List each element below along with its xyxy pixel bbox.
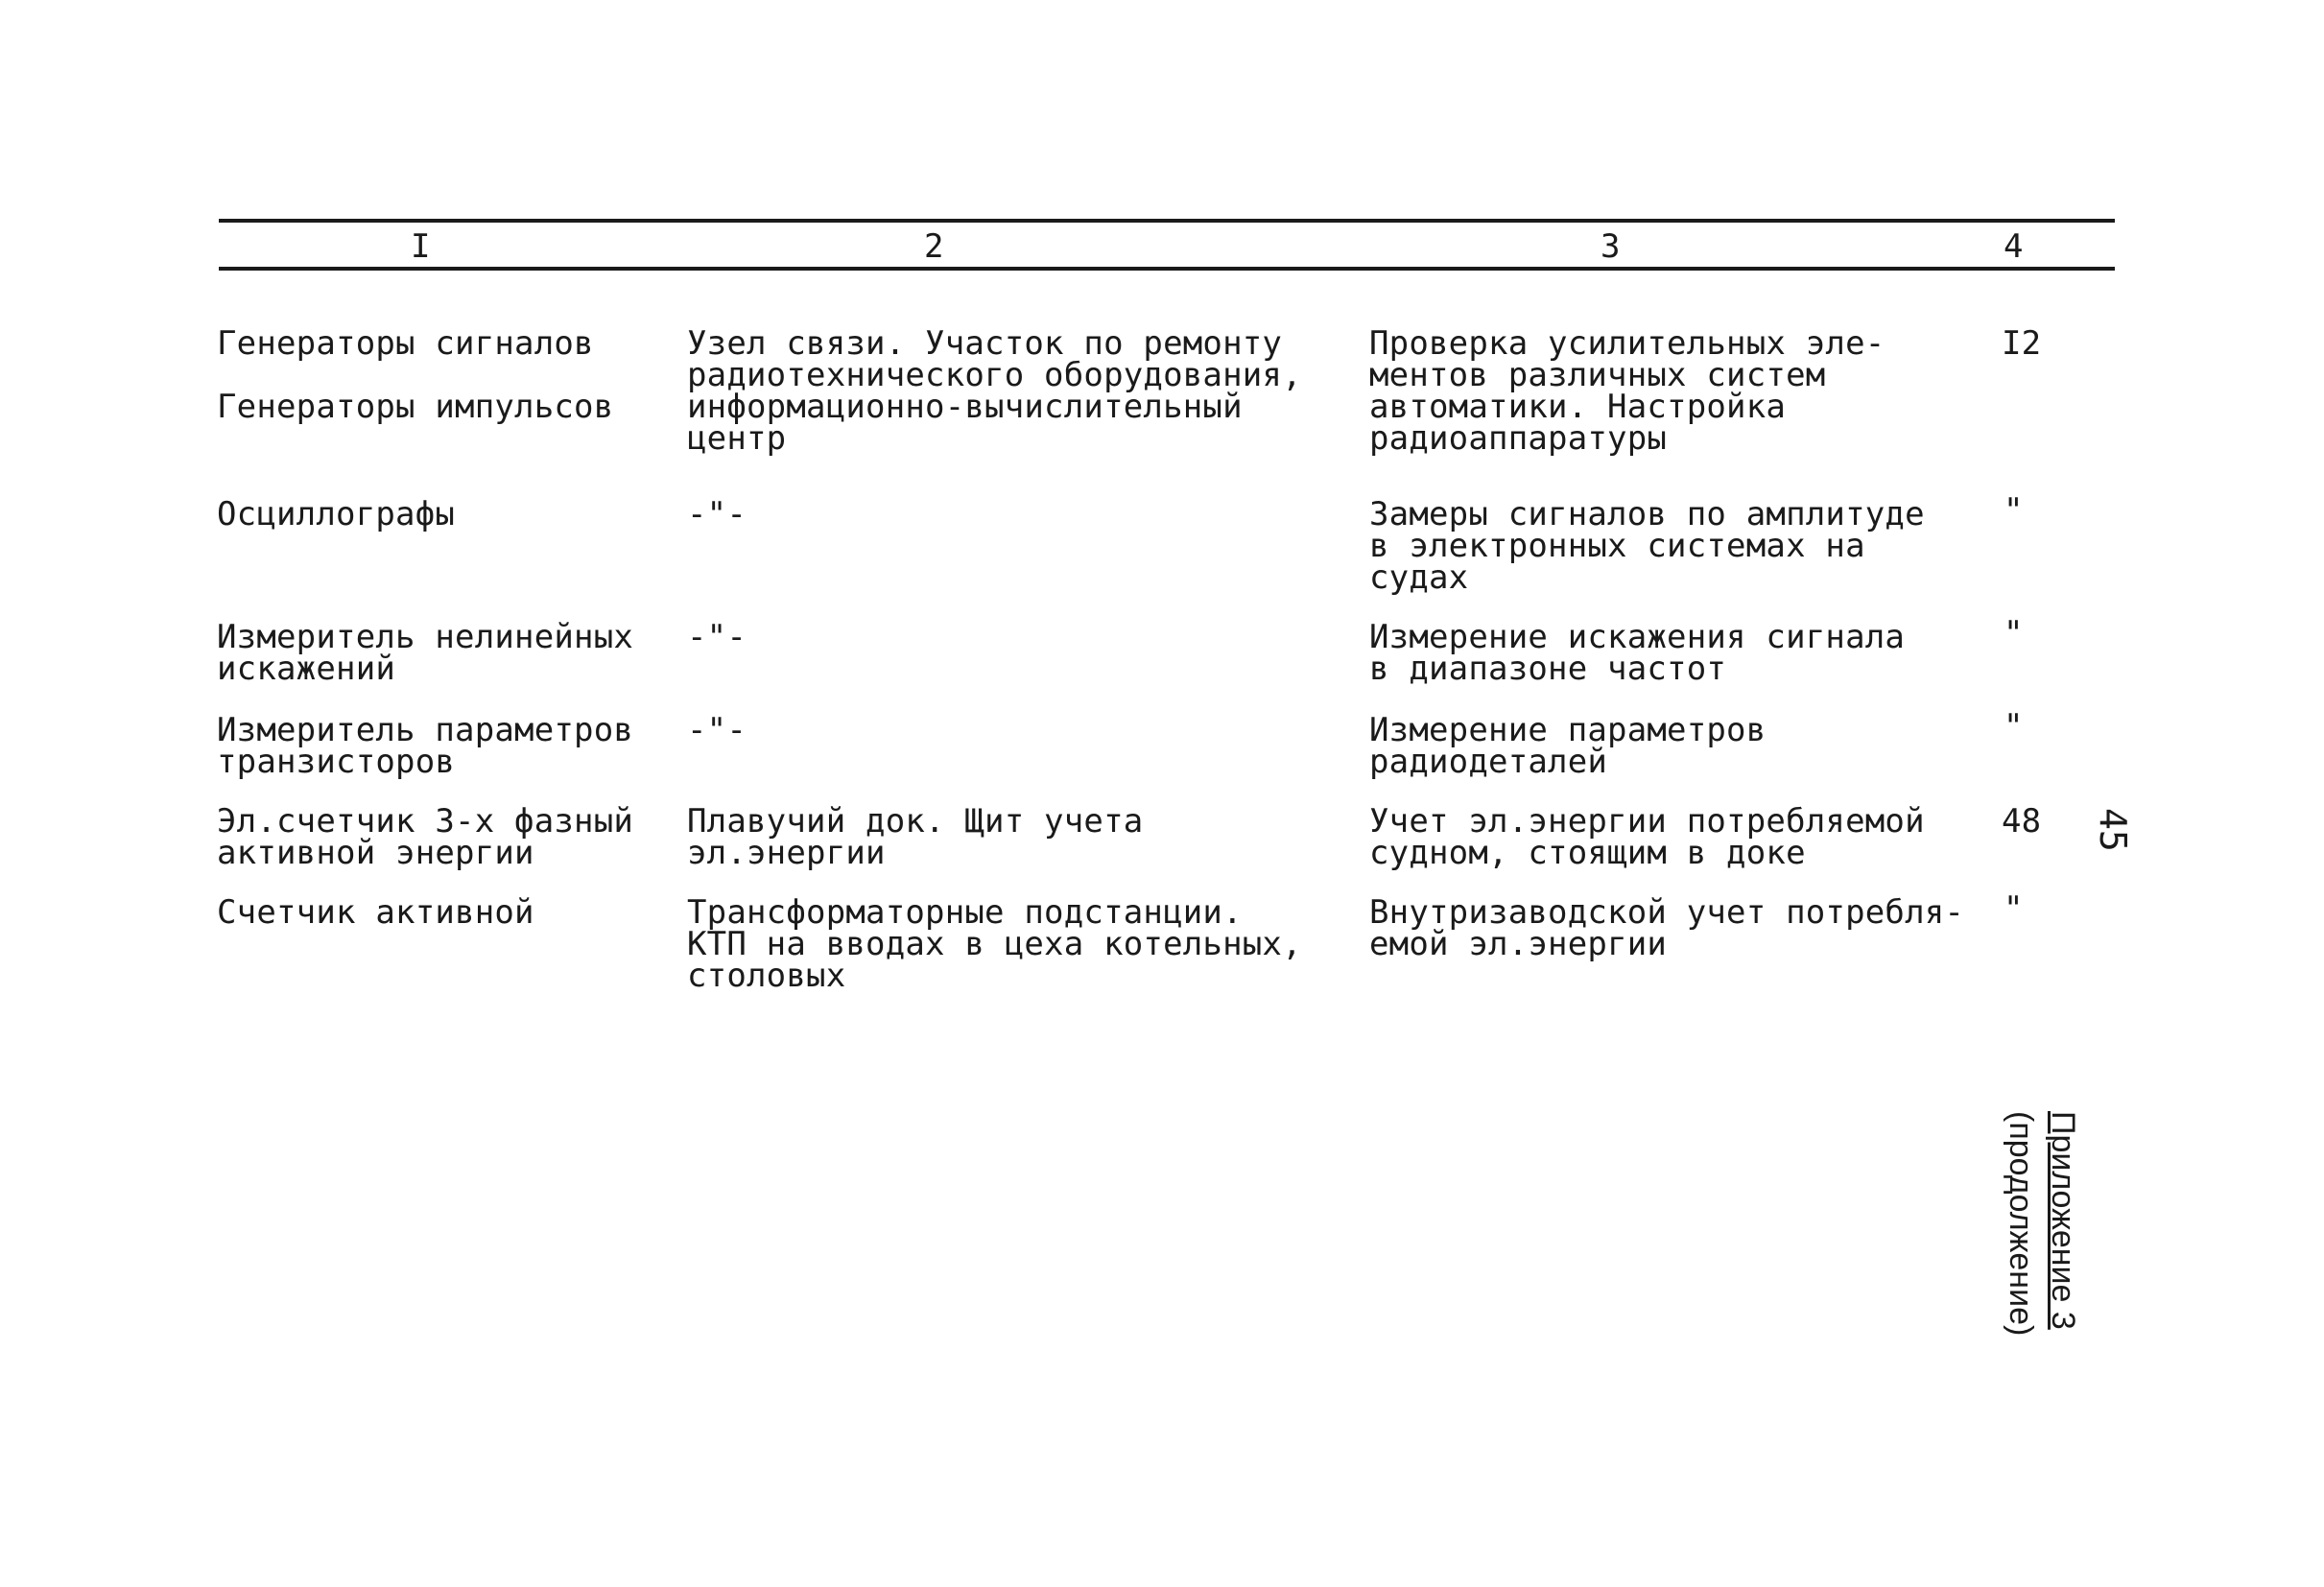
- table-row-1-location: Узел связи. Участок по ремонту радиотехнического оборудования, информационно-вычислительный центр: [687, 324, 1302, 458]
- column-header-4: 4: [2004, 227, 2024, 266]
- appendix-label: [2000, 1111, 2084, 1336]
- table-row-1-purpose: Проверка усилительных эле- ментов различных систем автоматики. Настройка радиоаппаратуры: [1369, 324, 1885, 458]
- appendix-continuation: (продолжение): [2003, 1111, 2039, 1337]
- table-row-6-equipment: Счетчик активной: [217, 893, 534, 932]
- column-header-2: 2: [924, 227, 944, 266]
- table-row-5-location: Плавучий док. Щит учета эл.энергии: [687, 802, 1144, 872]
- table-row-5-purpose: Учет эл.энергии потребляемой судном, стоящим в доке: [1369, 802, 1925, 872]
- column-header-3: 3: [1601, 227, 1621, 266]
- table-row-4-location: -"-: [687, 711, 747, 749]
- table-header-rule: [219, 267, 2115, 271]
- page-number: 45: [2092, 808, 2134, 852]
- table-row-4-equipment: Измеритель параметров транзисторов: [217, 711, 634, 781]
- table-top-rule: [219, 219, 2115, 223]
- table-row-2-location: -"-: [687, 495, 747, 533]
- table-row-5-equipment: Эл.счетчик 3-х фазный активной энергии: [217, 802, 634, 872]
- column-header-1: I: [411, 227, 431, 266]
- table-row-2-count: ": [2004, 491, 2024, 530]
- table-row-4-purpose: Измерение параметров радиодеталей: [1369, 711, 1767, 781]
- table-row-3-location: -"-: [687, 618, 747, 656]
- appendix-title: Приложение 3: [2045, 1111, 2081, 1330]
- table-row-2-equipment: Осциллографы: [217, 495, 456, 533]
- table-row-6-location: Трансформаторные подстанции. КТП на вводах в цеха котельных, столовых: [687, 893, 1302, 995]
- table-row-3-equipment: Измеритель нелинейных искажений: [217, 618, 634, 688]
- table-row-1-count: I2: [2002, 324, 2042, 363]
- table-row-4-count: ": [2004, 707, 2024, 746]
- table-row-3-purpose: Измерение искажения сигнала в диапазоне частот: [1369, 618, 1906, 688]
- table-row-6-count: ": [2004, 889, 2024, 928]
- table-row-1-equipment: Генераторы сигналов Генераторы импульсов: [217, 324, 614, 426]
- table-row-2-purpose: Замеры сигналов по амплитуде в электронных системах на судах: [1369, 495, 1925, 597]
- table-row-6-purpose: Внутризаводской учет потребля- емой эл.энергии: [1369, 893, 1965, 963]
- table-row-5-count: 48: [2002, 802, 2042, 841]
- table-row-3-count: ": [2004, 614, 2024, 652]
